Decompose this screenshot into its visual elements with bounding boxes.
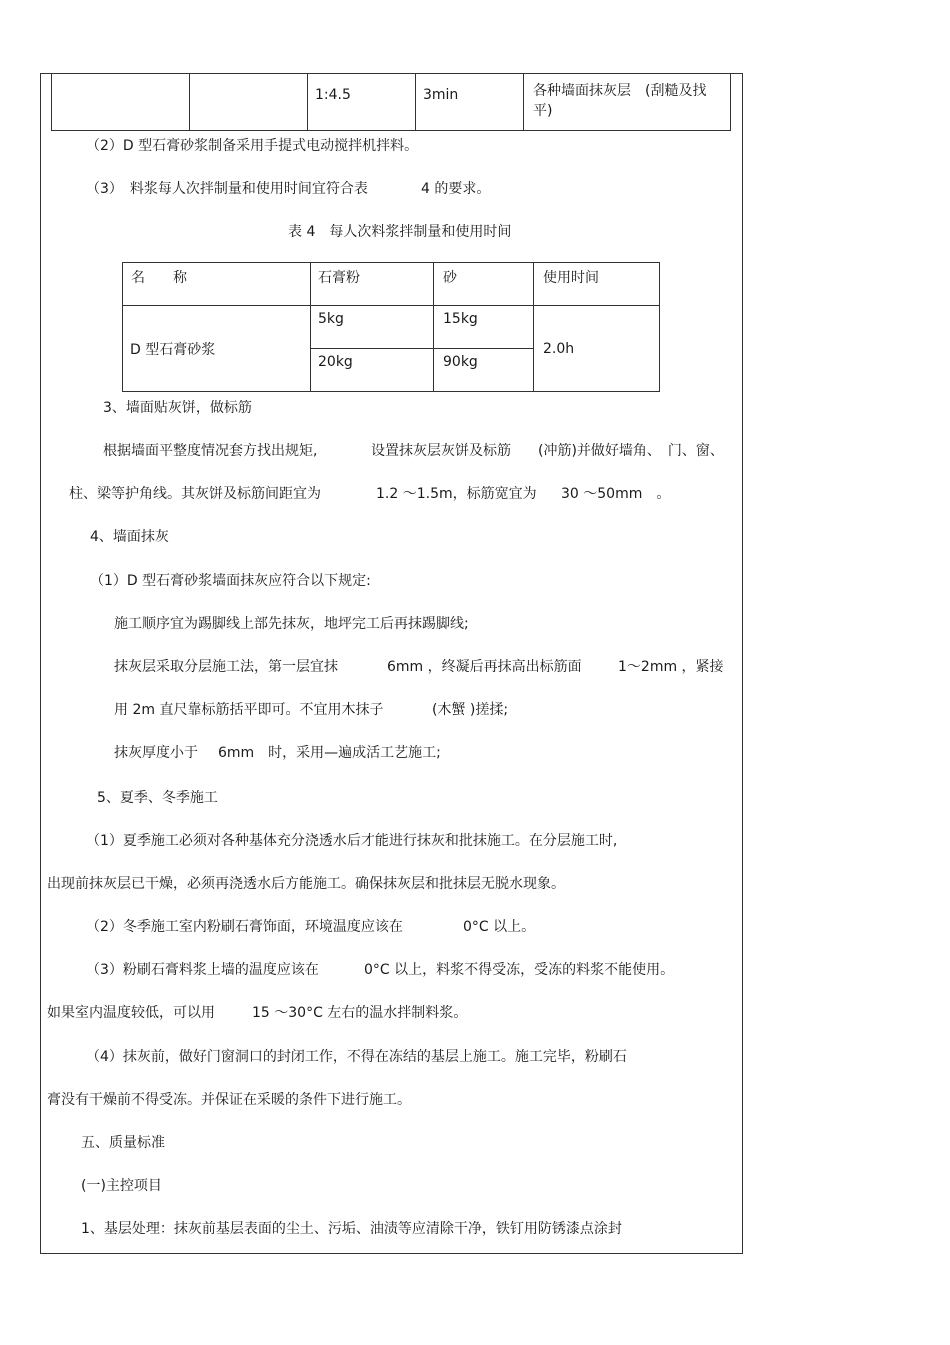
para-3-a: 根据墙面平整度情况套方找出规矩,	[103, 443, 318, 459]
section-3-heading: 3、墙面贴灰饼，做标筋	[103, 400, 252, 416]
table-caption: 表 4 每人次料浆拌制量和使用时间	[288, 224, 512, 240]
top-cell-usage: 各种墙面抹灰层 (刮糙及找 平)	[524, 74, 731, 131]
section-6-heading: 五、质量标准	[81, 1135, 165, 1151]
section-4-1: （1）D 型石膏砂浆墙面抹灰应符合以下规定:	[90, 573, 371, 589]
td-sand-1: 15kg	[434, 306, 534, 349]
line-2: （2）D 型石膏砂浆制备采用手提式电动搅拌机拌料。	[86, 138, 419, 154]
td-row-name: D 型石膏砂浆	[123, 306, 311, 392]
section-4-d2: 6mm 时，采用—遍成活工艺施工;	[218, 745, 441, 761]
th-sand: 砂	[434, 263, 534, 306]
td-gypsum-1: 5kg	[311, 306, 434, 349]
section-4-b2: 6mm ，终凝后再抹高出标筋面	[387, 659, 582, 675]
th-time: 使用时间	[534, 263, 660, 306]
para-3-f: 30 ～50mm 。	[561, 486, 671, 502]
td-time: 2.0h	[534, 306, 660, 392]
section-5-3c: 如果室内温度较低，可以用	[47, 1005, 215, 1021]
section-4-c2: (木蟹 )搓揉;	[432, 702, 509, 718]
table-4	[122, 262, 660, 392]
th-name: 名 称	[123, 263, 311, 306]
section-6-1: (一)主控项目	[81, 1178, 162, 1194]
section-5-2a: （2）冬季施工室内粉刷石膏饰面，环境温度应该在	[86, 919, 403, 935]
td-gypsum-2: 20kg	[311, 349, 434, 392]
td-sand-2: 90kg	[434, 349, 534, 392]
section-4-heading: 4、墙面抹灰	[90, 529, 169, 545]
section-5-2b: 0°C 以上。	[463, 919, 536, 935]
section-4-b1: 抹灰层采取分层施工法，第一层宜抹	[114, 659, 338, 675]
top-cell-time: 3min	[416, 74, 524, 131]
section-6-2: 1、基层处理：抹灰前基层表面的尘土、污垢、油渍等应清除干净，铁钉用防锈漆点涂封	[81, 1221, 622, 1237]
line-3b: 4 的要求。	[421, 181, 491, 197]
th-gypsum: 石膏粉	[311, 263, 434, 306]
top-cell-ratio: 1:4.5	[308, 74, 416, 131]
section-5-3a: （3）粉刷石膏料浆上墙的温度应该在	[86, 962, 319, 978]
section-5-3d: 15 ～30°C 左右的温水拌制料浆。	[252, 1005, 468, 1021]
section-4-d1: 抹灰厚度小于	[114, 745, 198, 761]
section-5-heading: 5、夏季、冬季施工	[97, 790, 218, 806]
section-5-1a: （1）夏季施工必须对各种基体充分浇透水后才能进行抹灰和批抹施工。在分层施工时,	[86, 833, 618, 849]
section-5-1b: 出现前抹灰层已干燥，必须再浇透水后方能施工。确保抹灰层和批抹层无脱水现象。	[47, 876, 565, 892]
para-3-e: 1.2 ～1.5m，标筋宽宜为	[376, 486, 537, 502]
section-5-3b: 0°C 以上，料浆不得受冻，受冻的料浆不能使用。	[364, 962, 675, 978]
para-3-d: 柱、梁等护角线。其灰饼及标筋间距宜为	[69, 486, 321, 502]
top-cell-empty-2	[190, 74, 308, 131]
line-3a: （3） 料浆每人次拌制量和使用时间宜符合表	[86, 181, 368, 197]
top-table	[51, 73, 731, 131]
section-5-4b: 膏没有干燥前不得受冻。并保证在采暖的条件下进行施工。	[47, 1092, 411, 1108]
section-4-a: 施工顺序宜为踢脚线上部先抹灰，地坪完工后再抹踢脚线;	[114, 616, 469, 632]
section-5-4a: （4）抹灰前，做好门窗洞口的封闭工作，不得在冻结的基层上施工。施工完毕，粉刷石	[86, 1049, 627, 1065]
section-4-b3: 1～2mm ，紧接	[618, 659, 724, 675]
para-3-c: (冲筋)并做好墙角、 门、窗、	[538, 443, 724, 459]
top-cell-empty-1	[52, 74, 190, 131]
section-4-c1: 用 2m 直尺靠标筋括平即可。不宜用木抹子	[114, 702, 384, 718]
para-3-b: 设置抹灰层灰饼及标筋	[371, 443, 511, 459]
